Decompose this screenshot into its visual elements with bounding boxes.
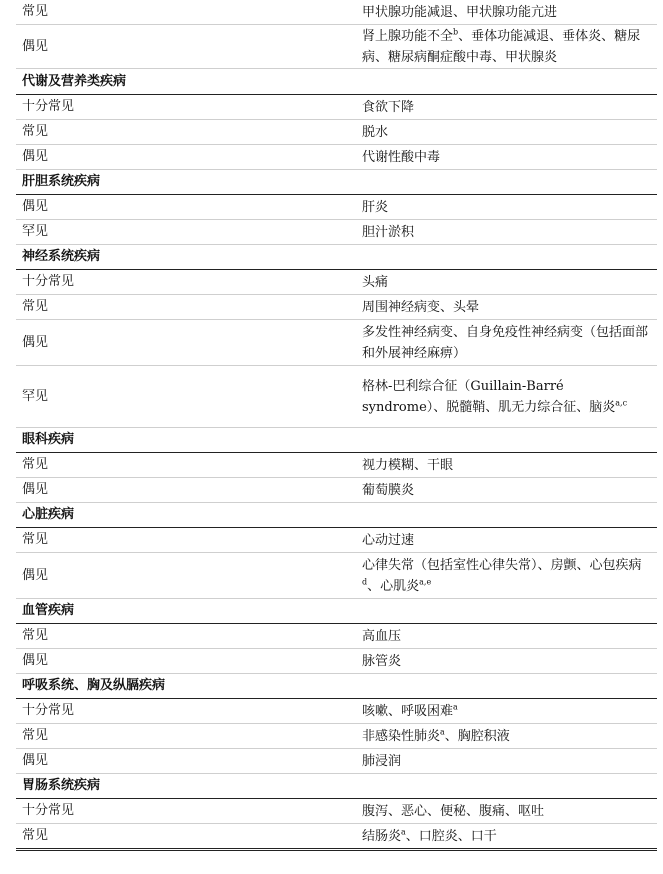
frequency-cell: 常见: [16, 724, 356, 749]
section-title: 肝胆系统疾病: [16, 170, 657, 195]
adverse-event-cell: [356, 270, 657, 295]
adverse-event-cell: [356, 478, 657, 503]
adverse-event-text: 、垂体功能减退、垂体炎、糖尿病、糖尿病酮症酸中毒、甲状腺炎: [362, 28, 641, 65]
adverse-event-cell: [356, 120, 657, 145]
adverse-event-text: 心律失常（包括室性心律失常）、房颤、心包疾病: [362, 557, 642, 573]
adverse-event-text: 肺浸润: [362, 753, 402, 769]
adverse-event-cell: [356, 195, 657, 220]
frequency-cell: 十分常见: [16, 799, 356, 824]
frequency-cell: 常见: [16, 453, 356, 478]
frequency-cell: 偶见: [16, 145, 356, 170]
adverse-event-text: 、心肌炎: [367, 578, 420, 594]
table-row: [16, 0, 657, 25]
adverse-event-cell: [356, 366, 657, 428]
section-title: 血管疾病: [16, 599, 657, 624]
footnote-marker: a: [401, 827, 406, 837]
footnote-marker: b: [453, 27, 459, 37]
frequency-cell: 偶见: [16, 320, 356, 366]
table-row: [16, 749, 657, 774]
footnote-marker: a,e: [419, 577, 432, 587]
adverse-event-cell: [356, 749, 657, 774]
adverse-event-cell: [356, 0, 657, 25]
adverse-event-text: 咳嗽、呼吸困难: [362, 703, 454, 719]
frequency-cell: 偶见: [16, 553, 356, 599]
section-header-row: [16, 428, 657, 453]
frequency-cell: 偶见: [16, 749, 356, 774]
section-header-row: [16, 170, 657, 195]
adverse-event-cell: [356, 220, 657, 245]
frequency-cell: 常见: [16, 528, 356, 553]
frequency-cell: 罕见: [16, 366, 356, 428]
section-title: 呼吸系统、胸及纵膈疾病: [16, 674, 657, 699]
table-row: [16, 649, 657, 674]
frequency-cell: 常见: [16, 824, 356, 850]
section-title: 眼科疾病: [16, 428, 657, 453]
adverse-event-text: 结肠炎: [362, 828, 402, 844]
section-title: 心脏疾病: [16, 503, 657, 528]
adverse-event-text: 葡萄膜炎: [362, 482, 415, 498]
adverse-event-cell: [356, 528, 657, 553]
adverse-event-text: 非感染性肺炎: [362, 728, 441, 744]
table-row: [16, 699, 657, 724]
adverse-event-cell: [356, 824, 657, 850]
section-header-row: [16, 674, 657, 699]
table-row: [16, 195, 657, 220]
frequency-cell: 常见: [16, 120, 356, 145]
adverse-event-cell: [356, 145, 657, 170]
table-row: [16, 724, 657, 749]
section-header-row: [16, 503, 657, 528]
table-row: [16, 220, 657, 245]
table-row: [16, 320, 657, 366]
frequency-cell: 常见: [16, 624, 356, 649]
adverse-event-text: 肾上腺功能不全: [362, 28, 454, 44]
frequency-cell: 罕见: [16, 220, 356, 245]
table-row: [16, 145, 657, 170]
frequency-cell: 十分常见: [16, 95, 356, 120]
adverse-event-cell: [356, 624, 657, 649]
adverse-event-text: 代谢性酸中毒: [362, 149, 441, 165]
footnote-marker: a: [453, 702, 458, 712]
adverse-event-cell: [356, 553, 657, 599]
section-header-row: [16, 69, 657, 95]
adverse-event-text: 周围神经病变、头晕: [362, 299, 480, 315]
table-row: [16, 120, 657, 145]
section-title: 神经系统疾病: [16, 245, 657, 270]
adverse-event-cell: [356, 799, 657, 824]
section-header-row: [16, 245, 657, 270]
table-row: [16, 824, 657, 850]
frequency-cell: 常见: [16, 295, 356, 320]
table-row: [16, 528, 657, 553]
frequency-cell: 偶见: [16, 195, 356, 220]
adverse-reaction-table: [16, 0, 657, 851]
table-row: [16, 624, 657, 649]
adverse-event-cell: [356, 25, 657, 69]
section-header-row: [16, 774, 657, 799]
adverse-event-text: 、胸腔积液: [444, 728, 510, 744]
frequency-cell: 偶见: [16, 649, 356, 674]
section-header-row: [16, 599, 657, 624]
adverse-event-cell: [356, 295, 657, 320]
table-row: [16, 553, 657, 599]
footnote-marker: a,c: [615, 398, 628, 408]
frequency-cell: 偶见: [16, 478, 356, 503]
table-row: [16, 799, 657, 824]
adverse-event-cell: [356, 95, 657, 120]
section-title: 代谢及营养类疾病: [16, 69, 657, 95]
adverse-event-text: 脉管炎: [362, 653, 402, 669]
table-row: [16, 478, 657, 503]
adverse-event-text: 肝炎: [362, 199, 389, 215]
footnote-marker: d: [362, 577, 368, 587]
adverse-event-text: 头痛: [362, 274, 389, 290]
adverse-event-text: 胆汁淤积: [362, 224, 415, 240]
section-title: 胃肠系统疾病: [16, 774, 657, 799]
adverse-event-cell: [356, 699, 657, 724]
adverse-event-text: 视力模糊、干眼: [362, 457, 454, 473]
frequency-cell: 十分常见: [16, 699, 356, 724]
table-row: [16, 25, 657, 69]
frequency-cell: 偶见: [16, 25, 356, 69]
adverse-event-text: 腹泻、恶心、便秘、腹痛、呕吐: [362, 803, 545, 819]
table-row: [16, 295, 657, 320]
adverse-event-text: 心动过速: [362, 532, 415, 548]
table-row: [16, 366, 657, 428]
adverse-event-text: 格林-巴利综合征（Guillain-Barré syndrome）、脱髓鞘、肌无力综合征、脑炎: [362, 378, 616, 415]
table-body: [16, 0, 657, 850]
adverse-event-cell: [356, 724, 657, 749]
table-row: [16, 95, 657, 120]
adverse-event-cell: [356, 453, 657, 478]
adverse-event-text: 、口腔炎、口干: [405, 828, 497, 844]
adverse-event-cell: [356, 320, 657, 366]
adverse-event-text: 脱水: [362, 124, 389, 140]
table-row: [16, 270, 657, 295]
frequency-cell: 常见: [16, 0, 356, 25]
adverse-event-text: 甲状腺功能减退、甲状腺功能亢进: [362, 4, 558, 20]
footnote-marker: a: [440, 727, 445, 737]
adverse-event-cell: [356, 649, 657, 674]
adverse-event-text: 多发性神经病变、自身免疫性神经病变（包括面部和外展神经麻痹）: [362, 324, 649, 361]
adverse-event-text: 高血压: [362, 628, 402, 644]
adverse-event-text: 食欲下降: [362, 99, 415, 115]
table-row: [16, 453, 657, 478]
frequency-cell: 十分常见: [16, 270, 356, 295]
